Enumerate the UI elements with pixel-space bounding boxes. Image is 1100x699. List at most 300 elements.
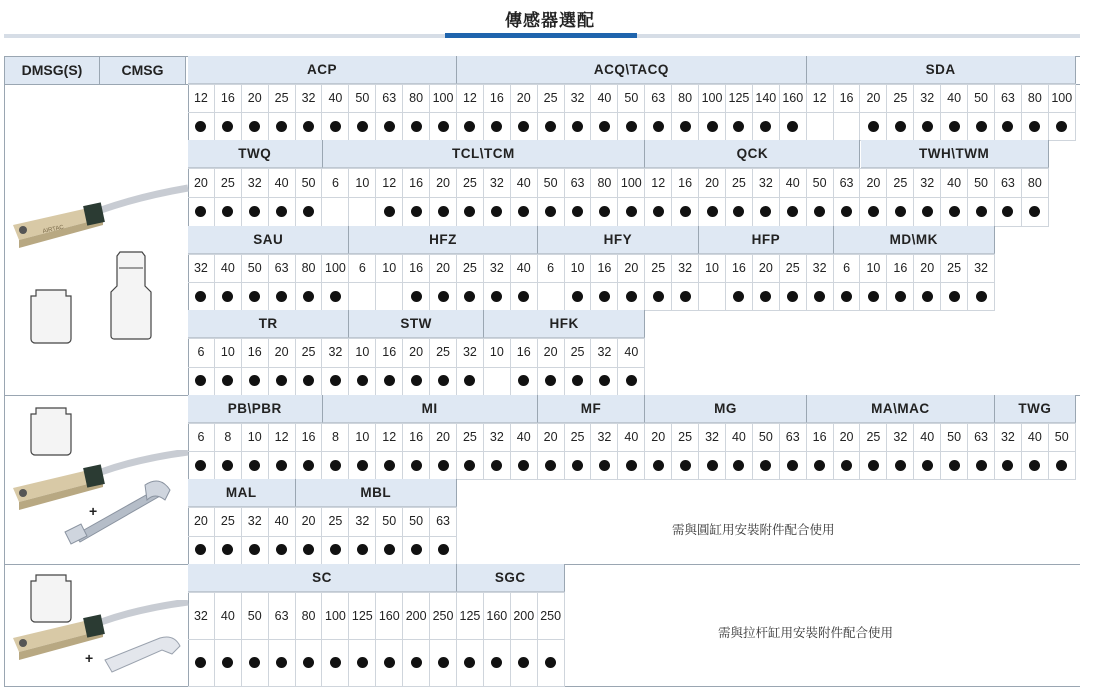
- compatible-dot: [303, 206, 314, 217]
- compatibility-cell: [269, 451, 296, 479]
- compatible-dot: [303, 544, 314, 555]
- compatibility-cell: [484, 112, 511, 140]
- compatibility-cell: [457, 282, 484, 310]
- compatibility-cell: [914, 197, 941, 226]
- compatible-dot: [707, 460, 718, 471]
- compatible-dot: [599, 206, 610, 217]
- bore-size-cell: 32: [484, 254, 511, 282]
- bore-size-cell: 16: [403, 168, 430, 197]
- compatibility-cell: [941, 282, 968, 310]
- bore-size-cell: 20: [538, 338, 565, 367]
- bore-size-cell: 50: [296, 168, 323, 197]
- compatible-dot: [491, 206, 502, 217]
- bore-size-cell: 40: [511, 423, 538, 451]
- bore-size-cell: 80: [296, 254, 323, 282]
- compatibility-cell: [457, 367, 484, 396]
- bore-size-cell: 12: [645, 168, 672, 197]
- compatibility-cell: [269, 367, 296, 396]
- compatible-dot: [518, 375, 529, 386]
- compatibility-cell: [430, 112, 457, 140]
- dmsg-profile-icon-2: [28, 406, 74, 456]
- bore-size-cell: 40: [941, 168, 968, 197]
- bore-size-cell: 20: [403, 338, 430, 367]
- compatible-dot: [572, 460, 583, 471]
- compatible-dot: [545, 375, 556, 386]
- compatible-dot: [922, 291, 933, 302]
- compatibility-cell: [968, 282, 995, 310]
- compatibility-cell: [592, 282, 619, 310]
- compatibility-cell: [538, 197, 565, 226]
- compatibility-cell: [484, 367, 511, 396]
- compatibility-cell: [645, 282, 672, 310]
- bore-size-cell: 10: [484, 338, 511, 367]
- compatibility-cell: [376, 451, 403, 479]
- compatible-dot: [1029, 206, 1040, 217]
- compatibility-cell: [1049, 451, 1076, 479]
- bore-size-cell: 50: [376, 507, 403, 536]
- bore-size-cell: 16: [296, 423, 323, 451]
- bore-size-cell: 20: [861, 84, 888, 112]
- bore-size-cell: 160: [484, 592, 511, 639]
- compatible-dot: [411, 291, 422, 302]
- compatibility-cell: [215, 112, 242, 140]
- compatibility-cell: [403, 282, 430, 310]
- bore-size-cell: 25: [645, 254, 672, 282]
- compatible-dot: [518, 657, 529, 668]
- compatible-dot: [626, 206, 637, 217]
- bore-size-cell: 12: [269, 423, 296, 451]
- bore-size-cell: 20: [430, 168, 457, 197]
- compatibility-cell: [430, 536, 457, 565]
- bore-size-cell: 20: [188, 507, 215, 536]
- bore-size-cell: 63: [376, 84, 403, 112]
- compatible-dot: [357, 121, 368, 132]
- row-top-line: [188, 592, 565, 593]
- compatible-dot: [222, 121, 233, 132]
- bore-size-cell: 160: [780, 84, 807, 112]
- compatibility-cell: [457, 639, 484, 686]
- bore-size-cell: 40: [618, 338, 645, 367]
- bore-size-cell: 40: [215, 254, 242, 282]
- compatibility-cell: [323, 197, 350, 226]
- bore-size-cell: 40: [941, 84, 968, 112]
- compatibility-cell: [376, 282, 403, 310]
- compatible-dot: [626, 460, 637, 471]
- compatible-dot: [330, 291, 341, 302]
- bore-size-cell: 80: [1022, 168, 1049, 197]
- bore-size-cell: 25: [457, 254, 484, 282]
- compatibility-cell: [511, 112, 538, 140]
- compatibility-cell: [403, 112, 430, 140]
- compatibility-cell: [565, 451, 592, 479]
- compatibility-cell: [215, 197, 242, 226]
- group-header-pb-pbr: PB\PBR: [188, 395, 323, 423]
- compatibility-cell: [430, 451, 457, 479]
- bore-size-cell: 63: [430, 507, 457, 536]
- compatibility-cell: [861, 282, 888, 310]
- compatibility-cell: [699, 451, 726, 479]
- row-mid-line: [188, 639, 565, 640]
- sensor-with-bracket-image: [5, 450, 190, 560]
- compatibility-cell: [807, 112, 834, 140]
- bore-size-cell: 10: [349, 338, 376, 367]
- compatibility-cell: [1022, 451, 1049, 479]
- compatibility-cell: [269, 536, 296, 565]
- bore-size-cell: 32: [914, 168, 941, 197]
- bore-size-cell: 140: [753, 84, 780, 112]
- bore-size-cell: 50: [1049, 423, 1076, 451]
- group-header-tcl-tcm: TCL\TCM: [323, 140, 646, 168]
- compatibility-cell: [269, 282, 296, 310]
- compatible-dot: [195, 121, 206, 132]
- bore-size-cell: 32: [592, 338, 619, 367]
- group-header-hfz: HFZ: [349, 226, 537, 254]
- group-header-sgc: SGC: [457, 564, 565, 592]
- compatibility-cell: [699, 282, 726, 310]
- group-header-mal: MAL: [188, 479, 296, 507]
- compatible-dot: [276, 121, 287, 132]
- compatible-dot: [922, 121, 933, 132]
- bore-size-cell: 250: [430, 592, 457, 639]
- bore-size-cell: 20: [645, 423, 672, 451]
- compatibility-cell: [484, 451, 511, 479]
- compatibility-cell: [484, 282, 511, 310]
- compatible-dot: [303, 121, 314, 132]
- bore-size-cell: 50: [403, 507, 430, 536]
- row-top-line: [188, 423, 1076, 424]
- bore-size-cell: 50: [807, 168, 834, 197]
- bore-size-cell: 63: [269, 592, 296, 639]
- compatible-dot: [572, 375, 583, 386]
- bore-size-cell: 25: [215, 507, 242, 536]
- bore-size-cell: 20: [269, 338, 296, 367]
- compatibility-cell: [457, 451, 484, 479]
- bore-size-cell: 32: [699, 423, 726, 451]
- bore-size-cell: 32: [457, 338, 484, 367]
- row-top-line: [188, 338, 645, 339]
- compatible-dot: [895, 121, 906, 132]
- compatibility-cell: [511, 282, 538, 310]
- compatibility-cell: [349, 367, 376, 396]
- compatible-dot: [303, 291, 314, 302]
- bore-size-cell: 50: [349, 84, 376, 112]
- bore-size-cell: 32: [914, 84, 941, 112]
- compatibility-cell: [645, 112, 672, 140]
- compatibility-cell: [941, 197, 968, 226]
- bore-size-cell: 50: [968, 84, 995, 112]
- compatible-dot: [357, 544, 368, 555]
- compatible-dot: [653, 460, 664, 471]
- bore-size-cell: 125: [726, 84, 753, 112]
- group-header-qck: QCK: [645, 140, 860, 168]
- compatibility-cell: [807, 451, 834, 479]
- compatible-dot: [680, 121, 691, 132]
- compatible-dot: [518, 206, 529, 217]
- compatibility-cell: [349, 536, 376, 565]
- bore-size-cell: 32: [296, 84, 323, 112]
- compatibility-cell: [269, 197, 296, 226]
- group-header-hfk: HFK: [484, 310, 645, 338]
- compatibility-cell: [188, 451, 215, 479]
- compatibility-cell: [242, 282, 269, 310]
- bore-size-cell: 40: [511, 254, 538, 282]
- group-header-twq: TWQ: [188, 140, 323, 168]
- bore-size-cell: 40: [323, 84, 350, 112]
- bore-size-cell: 50: [242, 254, 269, 282]
- compatible-dot: [249, 121, 260, 132]
- compatible-dot: [438, 657, 449, 668]
- compatibility-cell: [242, 536, 269, 565]
- compatibility-cell: [995, 197, 1022, 226]
- bore-size-cell: 40: [914, 423, 941, 451]
- compatibility-cell: [618, 112, 645, 140]
- compatible-dot: [438, 544, 449, 555]
- bore-size-cell: 20: [834, 423, 861, 451]
- compatible-dot: [760, 121, 771, 132]
- compatible-dot: [330, 375, 341, 386]
- bore-size-cell: 32: [672, 254, 699, 282]
- bore-size-cell: 25: [269, 84, 296, 112]
- compatibility-cell: [995, 112, 1022, 140]
- bore-size-cell: 12: [807, 84, 834, 112]
- compatibility-cell: [834, 112, 861, 140]
- bore-size-cell: 80: [1022, 84, 1049, 112]
- bore-size-cell: 25: [565, 423, 592, 451]
- row-top-line: [188, 84, 1076, 85]
- compatible-dot: [599, 460, 610, 471]
- bore-size-cell: 25: [887, 168, 914, 197]
- compatible-dot: [276, 206, 287, 217]
- bore-size-cell: 40: [511, 168, 538, 197]
- bore-size-cell: 25: [780, 254, 807, 282]
- bore-size-cell: 32: [484, 168, 511, 197]
- compatible-dot: [464, 375, 475, 386]
- bore-size-cell: 16: [484, 84, 511, 112]
- compatibility-cell: [215, 367, 242, 396]
- bore-size-cell: 25: [538, 84, 565, 112]
- compatible-dot: [330, 544, 341, 555]
- bore-size-cell: 100: [1049, 84, 1076, 112]
- group-header-stw: STW: [349, 310, 484, 338]
- bore-size-cell: 63: [995, 84, 1022, 112]
- row-mid-line: [188, 112, 1076, 113]
- compatibility-cell: [323, 282, 350, 310]
- bore-size-cell: 125: [457, 592, 484, 639]
- bore-size-cell: 6: [349, 254, 376, 282]
- bore-size-cell: 32: [887, 423, 914, 451]
- bore-size-cell: 10: [215, 338, 242, 367]
- compatibility-cell: [618, 451, 645, 479]
- compatibility-cell: [618, 282, 645, 310]
- bore-size-cell: 40: [269, 507, 296, 536]
- bore-size-cell: 63: [780, 423, 807, 451]
- compatible-dot: [626, 375, 637, 386]
- bore-size-cell: 63: [968, 423, 995, 451]
- compatible-dot: [195, 375, 206, 386]
- compatibility-cell: [376, 639, 403, 686]
- bore-size-cell: 20: [618, 254, 645, 282]
- compatibility-cell: [807, 282, 834, 310]
- compatible-dot: [949, 206, 960, 217]
- compatible-dot: [733, 460, 744, 471]
- bore-size-cell: 25: [457, 423, 484, 451]
- compatibility-cell: [215, 536, 242, 565]
- bore-size-cell: 20: [511, 84, 538, 112]
- bore-size-cell: 25: [215, 168, 242, 197]
- compatibility-cell: [726, 112, 753, 140]
- compatibility-cell: [296, 112, 323, 140]
- bore-size-cell: 100: [323, 254, 350, 282]
- compatibility-cell: [269, 112, 296, 140]
- group-header-sda: SDA: [807, 56, 1076, 84]
- compatibility-cell: [296, 451, 323, 479]
- compatibility-cell: [484, 639, 511, 686]
- bore-size-cell: 63: [565, 168, 592, 197]
- compatible-dot: [841, 460, 852, 471]
- compatibility-cell: [296, 367, 323, 396]
- compatibility-cell: [565, 112, 592, 140]
- compatibility-cell: [349, 112, 376, 140]
- compatible-dot: [976, 121, 987, 132]
- compatibility-cell: [188, 112, 215, 140]
- bore-size-cell: 16: [807, 423, 834, 451]
- bore-size-cell: 63: [269, 254, 296, 282]
- compatible-dot: [922, 206, 933, 217]
- compatibility-cell: [618, 197, 645, 226]
- row-mid-line: [188, 282, 995, 283]
- compatible-dot: [411, 375, 422, 386]
- group-header-sc: SC: [188, 564, 457, 592]
- bore-size-cell: 25: [887, 84, 914, 112]
- compatibility-cell: [592, 112, 619, 140]
- compatible-dot: [303, 460, 314, 471]
- compatible-dot: [384, 460, 395, 471]
- compatibility-cell: [403, 639, 430, 686]
- bore-size-cell: 16: [242, 338, 269, 367]
- page-title: 傳感器選配: [505, 11, 595, 31]
- compatibility-cell: [941, 112, 968, 140]
- compatibility-cell: [349, 639, 376, 686]
- bore-size-cell: 40: [215, 592, 242, 639]
- header-dmsg: DMSG(S): [4, 56, 100, 84]
- compatible-dot: [411, 544, 422, 555]
- compatible-dot: [384, 375, 395, 386]
- compatibility-cell: [349, 451, 376, 479]
- compatibility-cell: [538, 367, 565, 396]
- compatibility-cell: [1049, 112, 1076, 140]
- compatible-dot: [1029, 460, 1040, 471]
- compatibility-cell: [323, 536, 350, 565]
- compatibility-cell: [592, 367, 619, 396]
- sensor-image-1: [5, 170, 190, 265]
- compatible-dot: [733, 291, 744, 302]
- bore-size-cell: 20: [753, 254, 780, 282]
- compatible-dot: [653, 206, 664, 217]
- bore-size-cell: 25: [323, 507, 350, 536]
- bore-size-cell: 16: [834, 84, 861, 112]
- compatibility-cell: [215, 639, 242, 686]
- compatible-dot: [438, 291, 449, 302]
- group-header-twg: TWG: [995, 395, 1076, 423]
- sensor-with-clip-image: [5, 600, 190, 680]
- bore-size-cell: 10: [565, 254, 592, 282]
- compatible-dot: [653, 121, 664, 132]
- compatibility-cell: [269, 639, 296, 686]
- compatibility-cell: [323, 451, 350, 479]
- compatibility-cell: [887, 451, 914, 479]
- compatibility-cell: [242, 639, 269, 686]
- bore-size-cell: 20: [430, 423, 457, 451]
- bore-size-cell: 10: [242, 423, 269, 451]
- compatible-dot: [599, 375, 610, 386]
- compatible-dot: [841, 206, 852, 217]
- compatibility-cell: [376, 536, 403, 565]
- compatibility-cell: [323, 639, 350, 686]
- bore-size-cell: 50: [968, 168, 995, 197]
- compatible-dot: [518, 121, 529, 132]
- bore-size-cell: 32: [188, 254, 215, 282]
- bore-size-cell: 20: [699, 168, 726, 197]
- bore-size-cell: 32: [807, 254, 834, 282]
- compatible-dot: [1002, 206, 1013, 217]
- bore-size-cell: 8: [323, 423, 350, 451]
- compatibility-cell: [1022, 197, 1049, 226]
- bore-size-cell: 25: [941, 254, 968, 282]
- compatibility-cell: [780, 197, 807, 226]
- bore-size-cell: 50: [538, 168, 565, 197]
- bore-size-cell: 50: [618, 84, 645, 112]
- compatibility-cell: [484, 197, 511, 226]
- compatible-dot: [330, 460, 341, 471]
- compatible-dot: [518, 460, 529, 471]
- accessory-note: 需與拉杆缸用安裝附件配合使用: [718, 625, 894, 640]
- compatible-dot: [976, 460, 987, 471]
- compatibility-cell: [941, 451, 968, 479]
- row-mid-line: [188, 367, 645, 368]
- bore-size-cell: 63: [995, 168, 1022, 197]
- compatible-dot: [680, 291, 691, 302]
- compatible-dot: [760, 206, 771, 217]
- compatible-dot: [1002, 460, 1013, 471]
- compatible-dot: [222, 375, 233, 386]
- bore-size-cell: 100: [323, 592, 350, 639]
- bore-size-cell: 6: [323, 168, 350, 197]
- compatibility-cell: [887, 282, 914, 310]
- compatible-dot: [357, 460, 368, 471]
- compatible-dot: [411, 121, 422, 132]
- compatible-dot: [1056, 121, 1067, 132]
- group-header-hfy: HFY: [538, 226, 699, 254]
- compatibility-cell: [188, 639, 215, 686]
- compatible-dot: [626, 121, 637, 132]
- compatible-dot: [895, 460, 906, 471]
- bore-size-cell: 250: [538, 592, 565, 639]
- bore-size-cell: 40: [592, 84, 619, 112]
- compatibility-cell: [403, 451, 430, 479]
- compatible-dot: [222, 544, 233, 555]
- compatible-dot: [814, 206, 825, 217]
- row-bottom-line: [188, 686, 565, 687]
- bore-size-cell: 20: [430, 254, 457, 282]
- compatible-dot: [895, 206, 906, 217]
- compatibility-cell: [672, 451, 699, 479]
- compatibility-cell: [349, 197, 376, 226]
- compatibility-cell: [861, 197, 888, 226]
- bore-size-cell: 200: [403, 592, 430, 639]
- bore-size-cell: 32: [995, 423, 1022, 451]
- bore-size-cell: 32: [242, 168, 269, 197]
- bore-size-cell: 25: [726, 168, 753, 197]
